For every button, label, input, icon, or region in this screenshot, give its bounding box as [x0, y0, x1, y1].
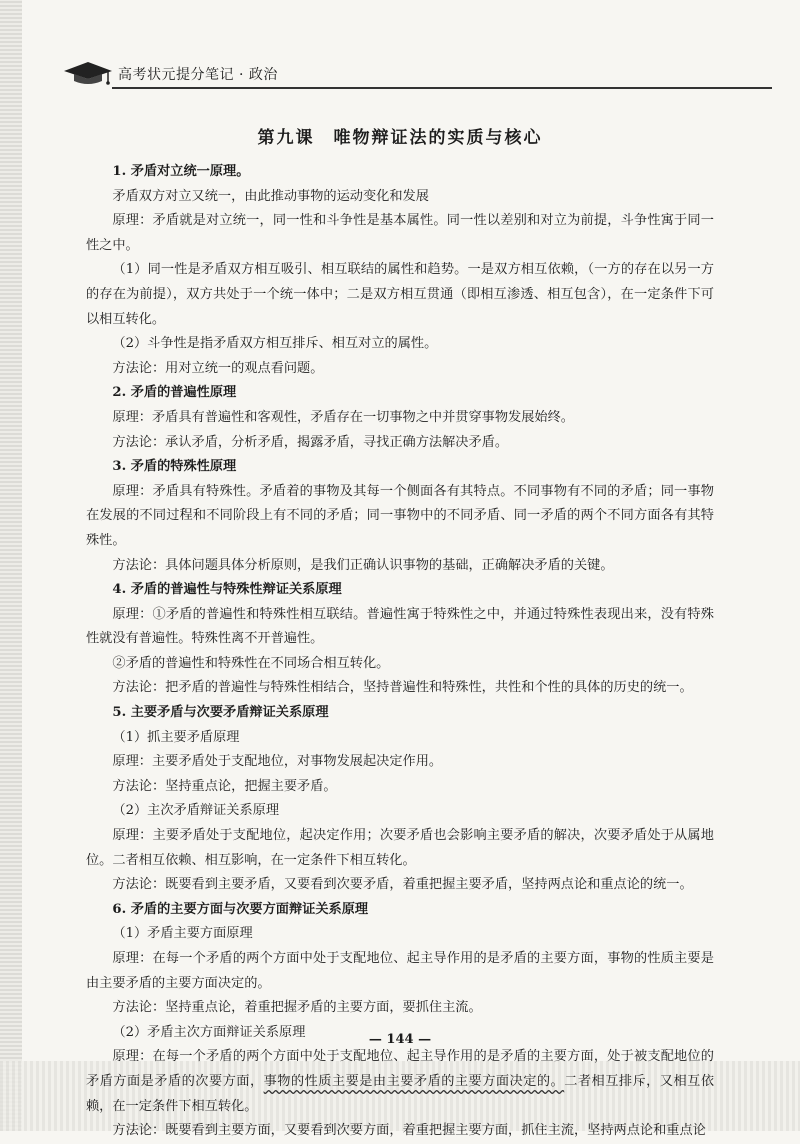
paragraph-text: （2）矛盾主次方面辩证关系原理: [112, 1024, 306, 1040]
paragraph: [86, 750, 714, 775]
paragraph-text: 方法论：把矛盾的普遍性与特殊性相结合，坚持普遍性和特殊性，共性和个性的具体的历史的统一。: [112, 680, 693, 696]
paragraph-text: （2）斗争性是指矛盾双方相互排斥、相互对立的属性。: [112, 336, 438, 352]
lesson-title: 第九课 唯物辩证法的实质与核心: [257, 128, 543, 148]
paragraph: [86, 1119, 714, 1144]
paragraph-text: 5. 主要矛盾与次要矛盾辩证关系原理: [112, 705, 329, 721]
paragraph-text: 4. 矛盾的普遍性与特殊性辩证关系原理: [112, 582, 342, 598]
paragraph-text: 方法论：既要看到主要矛盾，又要看到次要矛盾，着重把握主要矛盾，坚持两点论和重点论的统一。: [112, 877, 693, 893]
section-heading: [86, 455, 714, 480]
paragraph: [86, 996, 714, 1021]
paragraph-text: 原理：主要矛盾处于支配地位，起决定作用；次要矛盾也会影响主要矛盾的解决，次要矛盾处于从属地位。二者相互依赖、相互影响，在一定条件下相互转化。: [86, 828, 714, 868]
paragraph: [86, 209, 714, 258]
paragraph-text: 原理：在每一个矛盾的两个方面中处于支配地位、起主导作用的是矛盾的主要方面，事物的性质主要是由主要矛盾的主要方面决定的。: [86, 951, 714, 991]
paragraph-text: 方法论：用对立统一的观点看问题。: [112, 360, 324, 376]
page-number: — 144 —: [368, 1032, 432, 1047]
graduation-cap-icon: [62, 60, 114, 86]
paragraph-text: 1. 矛盾对立统一原理。: [112, 164, 250, 179]
paragraph-text: ②矛盾的普遍性和特殊性在不同场合相互转化。: [112, 655, 390, 671]
section-heading: [86, 381, 714, 406]
paragraph-text: 2. 矛盾的普遍性原理: [112, 385, 237, 401]
paragraph: [86, 775, 714, 800]
paragraph-text: 方法论：坚持重点论，把握主要矛盾。: [112, 778, 337, 794]
paragraph-text: （1）矛盾主要方面原理: [112, 926, 253, 942]
paragraph: [86, 652, 714, 677]
paragraph-text: 6. 矛盾的主要方面与次要方面辩证关系原理: [112, 901, 369, 917]
section-heading: [86, 701, 714, 726]
paragraph: [86, 726, 714, 751]
paragraph-text: 原理：在每一个矛盾的两个方面中处于支配地位、起主导作用的是矛盾的主要方面，处于被支配地位的矛盾方面是矛盾的次要方面，: [86, 1049, 714, 1089]
paragraph: [86, 947, 714, 996]
paragraph-text: 方法论：具体问题具体分析原则，是我们正确认识事物的基础，正确解决矛盾的关键。: [112, 557, 614, 573]
paragraph-text: 原理：矛盾具有普遍性和客观性，矛盾存在一切事物之中并贯穿事物发展始终。: [112, 409, 574, 425]
paragraph: [86, 332, 714, 357]
paragraph-tail-text: 二者相互排斥，又相互依赖，在一定条件下相互转化。: [86, 1073, 715, 1114]
header-title: 高考状元提分笔记 · 政治: [118, 67, 278, 83]
paragraph: [86, 357, 714, 382]
paragraph: [86, 480, 714, 554]
paragraph-text: 原理：矛盾就是对立统一，同一性和斗争性是基本属性。同一性以差别和对立为前提，斗争性寓于同一性之中。: [86, 213, 714, 253]
paragraph: [86, 824, 714, 873]
paragraph-text: 原理：矛盾具有特殊性。矛盾着的事物及其每一个侧面各有其特点。不同事物有不同的矛盾；同一事物在发展的不同过程和不同阶段上有不同的矛盾；同一事物中的不同矛盾、同一矛盾的两个不同方面各有其特殊性。: [86, 483, 714, 548]
paragraph-text: 方法论：既要看到主要方面，又要看到次要方面，着重把握主要方面，抓住主流，坚持两点论和重点论: [112, 1123, 706, 1139]
paragraph: [86, 799, 714, 824]
paragraph: [86, 258, 714, 332]
paragraph: [86, 603, 714, 652]
paragraph: [86, 676, 714, 701]
paragraph-text: （2）主次矛盾辩证关系原理: [112, 803, 280, 819]
paragraph-text: 方法论：坚持重点论，着重把握矛盾的主要方面，要抓住主流。: [112, 1000, 482, 1016]
paragraph-text: 方法论：承认矛盾，分析矛盾，揭露矛盾，寻找正确方法解决矛盾。: [112, 434, 509, 450]
paragraph-text: 原理：主要矛盾处于支配地位，对事物发展起决定作用。: [112, 754, 443, 770]
paragraph: [86, 554, 714, 579]
scan-edge-left: [0, 0, 22, 1131]
section-heading: [86, 160, 714, 185]
paragraph: [86, 1045, 714, 1119]
wavy-underlined-text: 事物的性质主要是由主要矛盾的主要方面决定的。: [263, 1073, 565, 1089]
paragraph: [86, 185, 714, 210]
paragraph: [86, 406, 714, 431]
paragraph-text: 矛盾双方对立又统一，由此推动事物的运动变化和发展: [112, 188, 429, 204]
paragraph: [86, 922, 714, 947]
page-header: [62, 58, 762, 88]
section-heading: [86, 898, 714, 923]
section-heading: [86, 578, 714, 603]
paragraph: [86, 873, 714, 898]
paragraph-text: （1）同一性是矛盾双方相互吸引、相互联结的属性和趋势。一是双方相互依赖，（一方的存在以另一方的存在为前提），双方共处于一个统一体中；二是双方相互贯通（即相互渗透、相互包含），在一定条件下可以相互转化。: [86, 262, 714, 327]
paragraph: [86, 431, 714, 456]
paragraph-text: （1）抓主要矛盾原理: [112, 729, 240, 745]
content-body: [86, 160, 714, 1144]
paragraph-text: 原理：①矛盾的普遍性和特殊性相互联结。普遍性寓于特殊性之中，并通过特殊性表现出来，没有特殊性就没有普遍性。特殊性离不开普遍性。: [86, 606, 714, 647]
header-rule: [112, 87, 772, 89]
paragraph-text: 3. 矛盾的特殊性原理: [112, 459, 237, 475]
